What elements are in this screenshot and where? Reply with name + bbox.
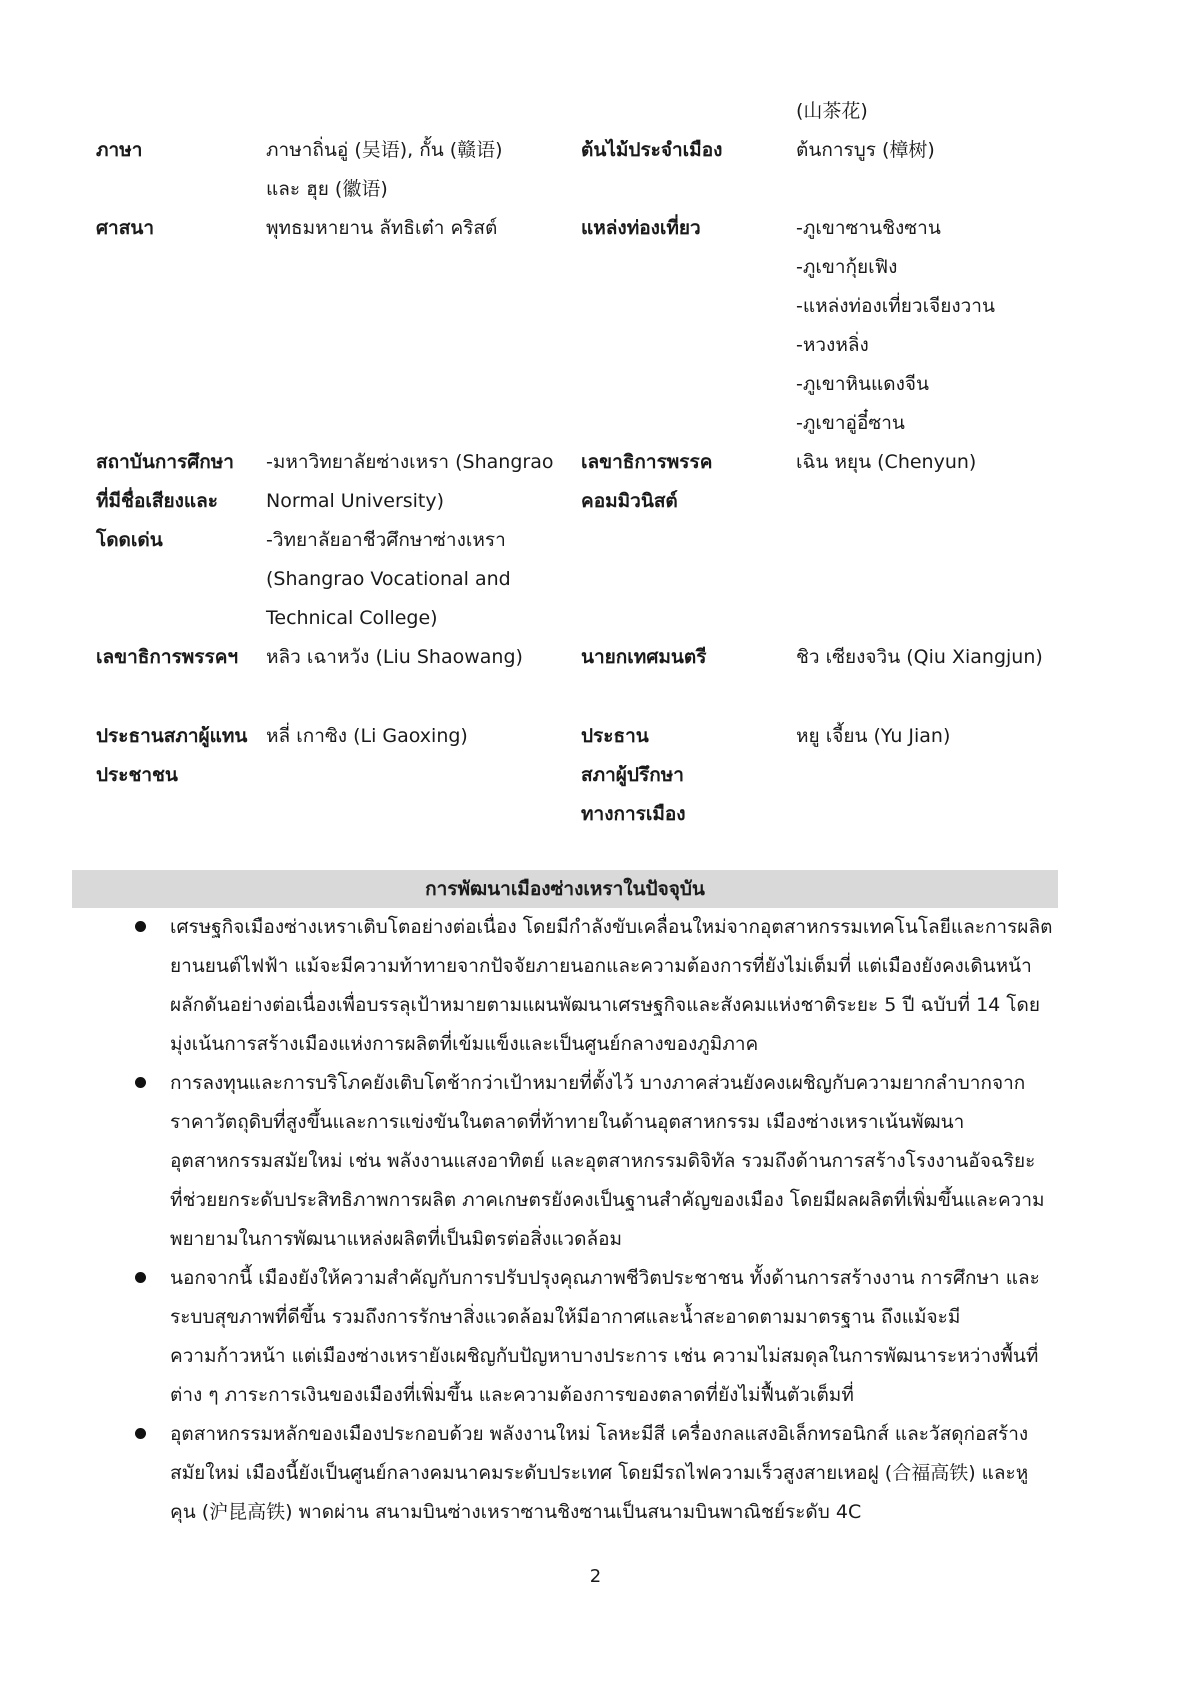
info-text: ต้นไม้ประจำเมือง bbox=[581, 139, 723, 161]
info-cell-c2 bbox=[266, 638, 571, 677]
info-text: ประธานสภาผู้แทน bbox=[96, 725, 248, 747]
info-text: -ภูเขาอู่อี๋ซาน bbox=[796, 412, 905, 434]
info-cell-c1 bbox=[96, 209, 266, 248]
info-cell-c4 bbox=[796, 92, 1076, 131]
info-text: พุทธมหายาน ลัทธิเต๋า คริสต์ bbox=[266, 217, 498, 239]
bullet-dot-icon bbox=[135, 1272, 146, 1283]
info-cell-c3 bbox=[581, 443, 791, 521]
info-text: หลิว เฉาหวัง (Liu Shaowang) bbox=[266, 646, 523, 668]
info-cell-c4 bbox=[796, 717, 1076, 756]
bullet-text: มุ่งเน้นการสร้างเมืองแห่งการผลิตที่เข้มแข็งและเป็นศูนย์กลางของภูมิภาค bbox=[170, 1033, 759, 1055]
info-text: ประชาชน bbox=[96, 764, 178, 786]
page-number: 2 bbox=[589, 1566, 602, 1587]
info-text: นายกเทศมนตรี bbox=[581, 646, 707, 668]
info-cell-c1 bbox=[96, 638, 266, 677]
bullet-text: นอกจากนี้ เมืองยังให้ความสำคัญกับการปรับปรุงคุณภาพชีวิตประชาชน ทั้งด้านการสร้างงาน การศึกษา และ bbox=[170, 1267, 1040, 1289]
bullet-dot-icon bbox=[135, 1428, 146, 1439]
bullet-text: พยายามในการพัฒนาแหล่งผลิตที่เป็นมิตรต่อสิ่งแวดล้อม bbox=[170, 1228, 623, 1250]
info-text: และ ฮุย (徽语) bbox=[266, 178, 388, 200]
bullet-item bbox=[123, 1259, 1083, 1415]
bullet-text: การลงทุนและการบริโภคยังเติบโตช้ากว่าเป้าหมายที่ตั้งไว้ บางภาคส่วนยังคงเผชิญกับความยากลำบากจาก bbox=[170, 1072, 1026, 1094]
info-cell-c3 bbox=[581, 131, 791, 170]
info-text: (Shangrao Vocational and bbox=[266, 568, 511, 590]
info-text: หยู เจี้ยน (Yu Jian) bbox=[796, 725, 951, 747]
info-text: สถาบันการศึกษา bbox=[96, 451, 234, 473]
bullet-text: ผลักดันอย่างต่อเนื่องเพื่อบรรลุเป้าหมายตามแผนพัฒนาเศรษฐกิจและสังคมแห่งชาติระยะ 5 ปี ฉบับที่ 14 โดย bbox=[170, 994, 1040, 1016]
bullet-dot-icon bbox=[135, 1077, 146, 1088]
info-cell-c2 bbox=[266, 209, 571, 248]
bullet-item bbox=[123, 908, 1083, 1064]
info-text: หลี่ เกาซิง (Li Gaoxing) bbox=[266, 725, 468, 747]
section-title: การพัฒนาเมืองซ่างเหราในปัจจุบัน bbox=[425, 878, 705, 900]
bullet-text: ระบบสุขภาพที่ดีขึ้น รวมถึงการรักษาสิ่งแวดล้อมให้มีอากาศและน้ำสะอาดตามมาตรฐาน ถึงแม้จะมี bbox=[170, 1306, 961, 1328]
info-text: Normal University) bbox=[266, 490, 445, 512]
info-text: โดดเด่น bbox=[96, 529, 163, 551]
info-text: ต้นการบูร (樟树) bbox=[796, 139, 935, 161]
bullet-text: อุตสาหกรรมหลักของเมืองประกอบด้วย พลังงานใหม่ โลหะมีสี เครื่องกลแสงอิเล็กทรอนิกส์ และวัสดุก่อสร้าง bbox=[170, 1423, 1029, 1445]
info-cell-c4 bbox=[796, 443, 1076, 482]
info-text: ชิว เซียงจวิน (Qiu Xiangjun) bbox=[796, 646, 1043, 668]
info-cell-c4 bbox=[796, 131, 1076, 170]
info-text: ประธาน bbox=[581, 725, 649, 747]
info-text: ที่มีชื่อเสียงและ bbox=[96, 490, 218, 512]
bullet-text: คุน (沪昆高铁) พาดผ่าน สนามบินซ่างเหราซานชิงซานเป็นสนามบินพาณิชย์ระดับ 4C bbox=[170, 1501, 862, 1523]
info-text: ทางการเมือง bbox=[581, 803, 686, 825]
info-text: คอมมิวนิสต์ bbox=[581, 490, 678, 512]
info-cell-c2 bbox=[266, 443, 571, 638]
info-text: ภาษาถิ่นอู่ (吴语), กั้น (赣语) bbox=[266, 139, 503, 161]
info-text: ศาสนา bbox=[96, 217, 154, 239]
info-text: (山茶花) bbox=[796, 100, 868, 122]
info-cell-c3 bbox=[581, 638, 791, 677]
info-text: สภาผู้ปรึกษา bbox=[581, 764, 684, 786]
bullet-dot-icon bbox=[135, 921, 146, 932]
info-text: เลขาธิการพรรคฯ bbox=[96, 646, 239, 668]
info-text: Technical College) bbox=[266, 607, 438, 629]
info-text: -มหาวิทยาลัยซ่างเหรา (Shangrao bbox=[266, 451, 554, 473]
info-text: เลขาธิการพรรค bbox=[581, 451, 713, 473]
info-text: -ภูเขากุ้ยเฟิง bbox=[796, 256, 898, 278]
info-text: เฉิน หยุน (Chenyun) bbox=[796, 451, 977, 473]
bullet-item bbox=[123, 1064, 1083, 1259]
info-cell-c4 bbox=[796, 209, 1076, 443]
bullet-text: ราคาวัตถุดิบที่สูงขึ้นและการแข่งขันในตลาดที่ท้าทายในด้านอุตสาหกรรม เมืองซ่างเหราเน้นพัฒนา bbox=[170, 1111, 965, 1133]
bullet-text: สมัยใหม่ เมืองนี้ยังเป็นศูนย์กลางคมนาคมระดับประเทศ โดยมีรถไฟความเร็วสูงสายเหอฝู (合福高铁) และหู bbox=[170, 1462, 1029, 1484]
info-cell-c2 bbox=[266, 131, 571, 209]
bullet-text: เศรษฐกิจเมืองซ่างเหราเติบโตอย่างต่อเนื่อง โดยมีกำลังขับเคลื่อนใหม่จากอุตสาหกรรมเทคโนโลยีและการผลิต bbox=[170, 916, 1053, 938]
info-text: -หวงหลิ่ง bbox=[796, 334, 869, 356]
bullet-text: ความก้าวหน้า แต่เมืองซ่างเหรายังเผชิญกับปัญหาบางประการ เช่น ความไม่สมดุลในการพัฒนาระหว่างพื้นที่ bbox=[170, 1345, 1039, 1367]
info-text: ภาษา bbox=[96, 139, 143, 161]
info-text: -วิทยาลัยอาชีวศึกษาซ่างเหรา bbox=[266, 529, 506, 551]
info-cell-c1 bbox=[96, 717, 266, 795]
info-cell-c3 bbox=[581, 717, 791, 834]
info-text: แหล่งท่องเที่ยว bbox=[581, 217, 701, 239]
info-cell-c3 bbox=[581, 209, 791, 248]
info-text: -ภูเขาหินแดงจีน bbox=[796, 373, 930, 395]
bullet-item bbox=[123, 1415, 1083, 1532]
info-cell-c4 bbox=[796, 638, 1076, 677]
info-cell-c2 bbox=[266, 717, 571, 756]
info-text: -ภูเขาซานชิงซาน bbox=[796, 217, 941, 239]
bullet-text: ที่ช่วยยกระดับประสิทธิภาพการผลิต ภาคเกษตรยังคงเป็นฐานสำคัญของเมือง โดยมีผลผลิตที่เพิ่มขึ้นและความ bbox=[170, 1189, 1045, 1211]
bullet-list bbox=[123, 908, 1083, 1532]
info-cell-c1 bbox=[96, 443, 266, 560]
info-cell-c1 bbox=[96, 131, 266, 170]
bullet-text: ต่าง ๆ ภาระการเงินของเมืองที่เพิ่มขึ้น และความต้องการของตลาดที่ยังไม่ฟื้นตัวเต็มที่ bbox=[170, 1384, 854, 1406]
info-text: -แหล่งท่องเที่ยวเจียงวาน bbox=[796, 295, 995, 317]
bullet-text: ยานยนต์ไฟฟ้า แม้จะมีความท้าทายจากปัจจัยภายนอกและความต้องการที่ยังไม่เต็มที่ แต่เมืองยังคงเดินหน้า bbox=[170, 955, 1032, 977]
section-heading bbox=[72, 870, 1058, 908]
bullet-text: อุตสาหกรรมสมัยใหม่ เช่น พลังงานแสงอาทิตย์ และอุตสาหกรรมดิจิทัล รวมถึงด้านการสร้างโรงงานอัจฉริยะ bbox=[170, 1150, 1036, 1172]
